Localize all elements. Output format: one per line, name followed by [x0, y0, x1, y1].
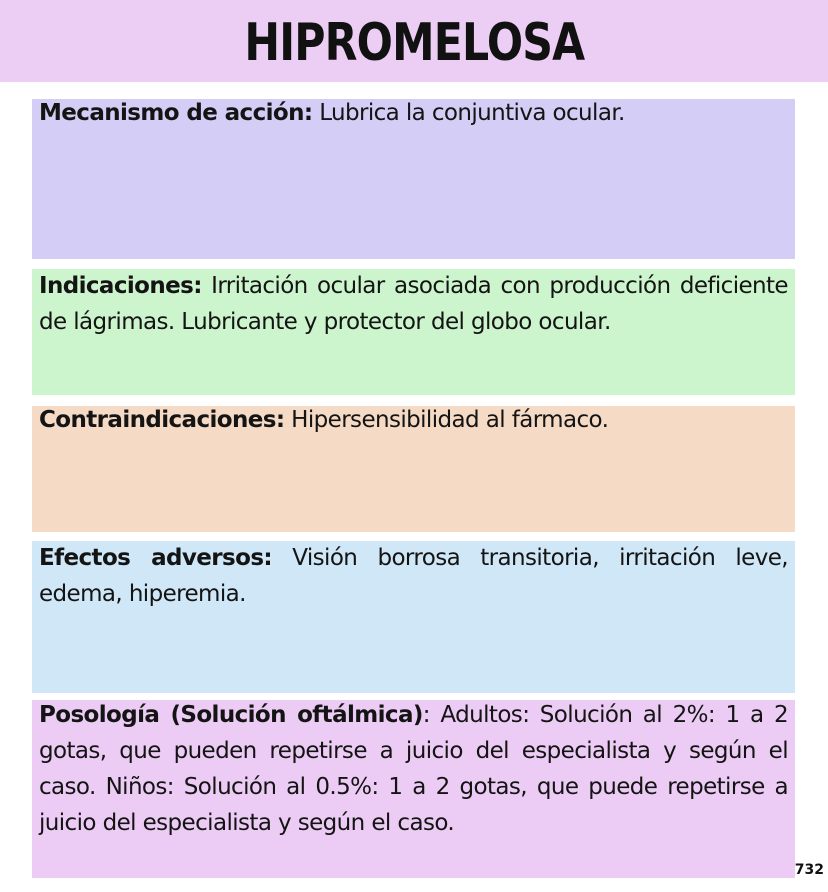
posologia-text: : Adultos: Solución al 2%: 1 a 2 gotas, que pueden repetirse a juicio del especialista y según el caso. Niños: Solución al 0.5%: 1 a 2 gotas, que puede repetirse a juicio del especialista y según el caso.	[39, 702, 788, 836]
indicaciones-paragraph	[39, 268, 788, 340]
efectos-paragraph	[39, 540, 788, 612]
section-efectos-adversos	[32, 541, 795, 693]
contraindicaciones-text: Hipersensibilidad al fármaco.	[284, 407, 609, 433]
posologia-paragraph	[39, 697, 788, 841]
page-header	[0, 0, 828, 82]
indicaciones-label: Indicaciones:	[39, 273, 202, 299]
indicaciones-text: Irritación ocular asociada con producción deficiente de lágrimas. Lubricante y protector del globo ocular.	[39, 273, 788, 335]
posologia-label: Posología (Solución oftálmica)	[39, 702, 423, 728]
section-indicaciones	[32, 269, 795, 395]
page-title: HIPROMELOSA	[243, 13, 585, 73]
efectos-text: Visión borrosa transitoria, irritación leve, edema, hiperemia.	[39, 545, 789, 607]
contraindicaciones-paragraph	[39, 402, 788, 438]
page-number: 732	[794, 862, 824, 878]
mecanismo-paragraph	[39, 95, 788, 131]
mecanismo-text: Lubrica la conjuntiva ocular.	[312, 100, 625, 126]
mecanismo-label: Mecanismo de acción:	[39, 100, 313, 126]
section-posologia	[32, 700, 795, 878]
contraindicaciones-label: Contraindicaciones:	[39, 407, 285, 433]
section-contraindicaciones	[32, 406, 795, 532]
section-mecanismo	[32, 99, 795, 259]
efectos-label: Efectos adversos:	[39, 545, 273, 571]
